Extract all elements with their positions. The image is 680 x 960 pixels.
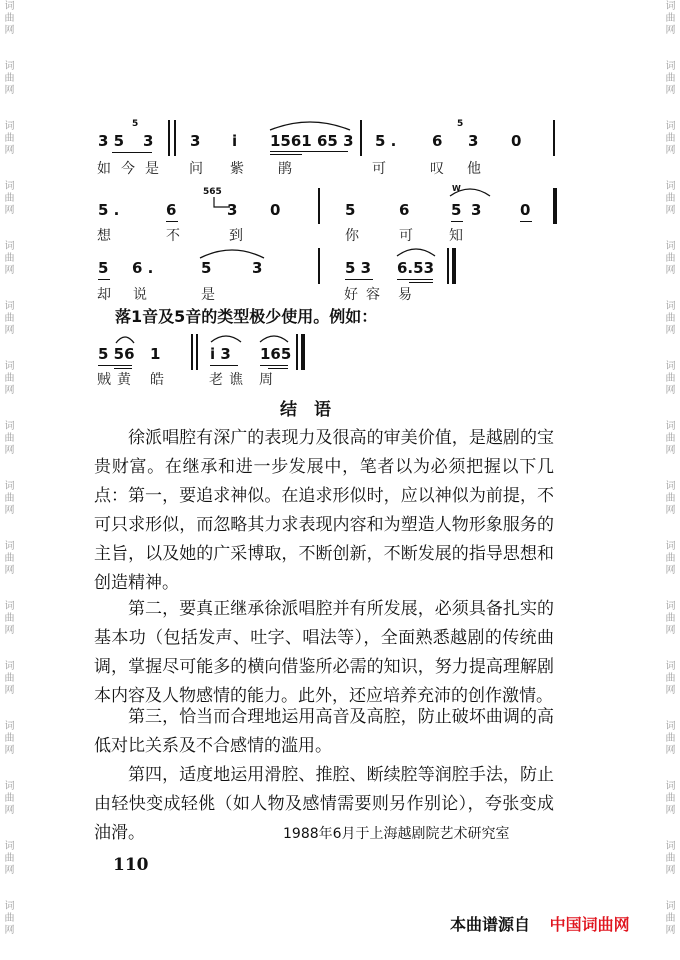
- note: 3: [252, 259, 263, 277]
- watermark-text: 词曲网: [663, 420, 674, 456]
- footer-source-label: 本曲谱源自: [450, 915, 531, 934]
- slur: [198, 246, 266, 260]
- underline: [409, 282, 433, 283]
- watermark-text: 词曲网: [663, 360, 674, 396]
- footer-credit: [450, 912, 630, 935]
- note: 3: [190, 132, 201, 150]
- note: 5 .: [98, 201, 120, 219]
- underline: [520, 221, 532, 222]
- note: 3: [468, 132, 479, 150]
- watermark-text: 词曲网: [2, 600, 13, 636]
- watermark-text: 词曲网: [663, 180, 674, 216]
- watermark-text: 词曲网: [663, 0, 674, 36]
- watermark-text: 词曲网: [2, 840, 13, 876]
- lyric: 可: [372, 161, 386, 177]
- note: 1: [150, 345, 161, 363]
- barline: [296, 334, 298, 370]
- note: 0: [520, 201, 531, 219]
- underline: [397, 279, 433, 280]
- underline: [98, 279, 110, 280]
- note: i: [232, 132, 238, 150]
- note: 5: [98, 259, 109, 277]
- note: 1561 65 3: [270, 132, 354, 150]
- lyric: 他: [467, 161, 481, 177]
- underline: [166, 221, 178, 222]
- underline: [270, 154, 302, 155]
- note: 5 .: [375, 132, 397, 150]
- note: i 3: [210, 345, 231, 363]
- note: 5 3: [345, 259, 372, 277]
- slur: [268, 118, 352, 132]
- lyric: 你: [345, 228, 359, 244]
- barline: [452, 248, 456, 284]
- lyric: 如今是: [97, 161, 169, 177]
- paragraph: 第一，要追求神似。在追求形似时，应以神似为前提，不可只求形似，而忽略其力求表现内容和为塑造人物形象服务的主旨，以及她的广采博取，不断创新，不断发展的指导思想和创造精神。: [94, 486, 554, 593]
- watermark-text: 词曲网: [663, 60, 674, 96]
- lyric: 想: [97, 228, 111, 244]
- barline: [168, 120, 170, 156]
- lyric: 到: [229, 228, 243, 244]
- note: 6.53: [397, 259, 435, 277]
- watermark-text: 词曲网: [2, 480, 13, 516]
- barline: [553, 188, 557, 224]
- lyric: 贼黄: [97, 372, 137, 388]
- watermark-text: 词曲网: [663, 300, 674, 336]
- watermark-text: 词曲网: [2, 660, 13, 696]
- note: 3: [471, 201, 482, 219]
- note: 0: [511, 132, 522, 150]
- note: 165: [260, 345, 292, 363]
- lyric: 老谯: [209, 372, 249, 388]
- watermark-text: 词曲网: [663, 900, 674, 936]
- underline: [112, 152, 152, 153]
- barline: [174, 120, 176, 156]
- barline: [301, 334, 305, 370]
- watermark-text: 词曲网: [2, 540, 13, 576]
- watermark-text: 词曲网: [663, 480, 674, 516]
- paragraph: 第三，恰当而合理地运用高音及高腔，防止破坏曲调的高低对比关系及不合感情的滥用。: [94, 707, 554, 756]
- score-caption: 落1音及5音的类型极少使用。例如：: [115, 307, 378, 326]
- slur: [448, 186, 492, 198]
- watermark-text: 词曲网: [2, 360, 13, 396]
- barline: [191, 334, 193, 370]
- watermark-text: 词曲网: [663, 840, 674, 876]
- lyric: 不: [166, 228, 180, 244]
- watermark-text: 词曲网: [2, 420, 13, 456]
- note: 3: [227, 201, 238, 219]
- barline: [447, 248, 449, 284]
- lyric: 叹: [430, 161, 444, 177]
- lyric: 知: [449, 228, 463, 244]
- lyric: 说: [133, 287, 147, 303]
- watermark-text: 词曲网: [663, 780, 674, 816]
- underline: [98, 365, 132, 366]
- note: 3 5: [98, 132, 125, 150]
- lyric: 紫: [230, 161, 244, 177]
- watermark-text: 词曲网: [2, 0, 13, 36]
- barline: [196, 334, 198, 370]
- underline: [260, 365, 288, 366]
- watermark-text: 词曲网: [663, 660, 674, 696]
- barline: [318, 188, 320, 224]
- lyric: 易: [398, 287, 412, 303]
- note: 6: [166, 201, 177, 219]
- signature-line: 1988年6月于上海越剧院艺术研究室: [283, 826, 510, 842]
- watermark-text: 词曲网: [663, 240, 674, 276]
- underline: [451, 221, 463, 222]
- ornament-mark: W: [452, 184, 461, 193]
- watermark-text: 词曲网: [2, 180, 13, 216]
- lyric: 却: [97, 287, 111, 303]
- lyric: 好容: [344, 287, 388, 303]
- note: 5: [201, 259, 212, 277]
- note: 5: [345, 201, 356, 219]
- paragraph: 徐派唱腔有深广的表现力及很高的审美价值，是越剧的宝贵财富。在继承和进一步发展中，笔者以为必须把握以下几点：: [94, 428, 554, 506]
- page-number: 110: [113, 855, 149, 875]
- barline: [318, 248, 320, 284]
- note: 6 .: [132, 259, 154, 277]
- grace-note: 565: [203, 187, 222, 197]
- watermark-text: 词曲网: [663, 540, 674, 576]
- slur: [258, 332, 290, 344]
- watermark-text: 词曲网: [2, 780, 13, 816]
- note: 3: [143, 132, 154, 150]
- watermark-text: 词曲网: [663, 120, 674, 156]
- slur: [114, 333, 136, 345]
- watermark-text: 词曲网: [2, 300, 13, 336]
- lyric: 鹃: [278, 161, 292, 177]
- note: 6: [432, 132, 443, 150]
- lyric: 问: [189, 161, 203, 177]
- note: 0: [270, 201, 281, 219]
- underline: [270, 151, 348, 152]
- slur: [209, 332, 243, 344]
- paragraph: 第二，要真正继承徐派唱腔并有所发展，必须具备扎实的基本功（包括发声、吐字、唱法等），全面熟悉越剧的传统曲调，掌握尽可能多的横向借鉴所必需的知识，努力提高理解剧本内容及人物感情的能力。此外，还应培养充沛的创作激情。: [94, 599, 554, 706]
- footer-brand-link[interactable]: 中国词曲网: [549, 915, 630, 934]
- note: 5 56: [98, 345, 135, 363]
- barline: [360, 120, 362, 156]
- grace-note: 5: [132, 119, 139, 129]
- barline: [553, 120, 555, 156]
- section-heading: 结 语: [280, 400, 331, 420]
- lyric: 皓: [150, 372, 164, 388]
- watermark-text: 词曲网: [2, 720, 13, 756]
- watermark-text: 词曲网: [2, 240, 13, 276]
- watermark-text: 词曲网: [2, 120, 13, 156]
- watermark-text: 词曲网: [2, 900, 13, 936]
- paragraph: 第四，适度地运用滑腔、推腔、断续腔等润腔手法，防止由轻快变成轻佻（如人物及感情需要则另作别论），夸张变成油滑。: [94, 765, 554, 843]
- lyric: 是: [201, 287, 215, 303]
- note: 6: [399, 201, 410, 219]
- slur: [395, 246, 437, 258]
- underline: [345, 279, 373, 280]
- lyric: 周: [259, 372, 273, 388]
- underline: [210, 365, 238, 366]
- watermark-text: 词曲网: [663, 600, 674, 636]
- watermark-text: 词曲网: [663, 720, 674, 756]
- note: 5: [451, 201, 462, 219]
- grace-note: 5: [457, 119, 464, 129]
- watermark-text: 词曲网: [2, 60, 13, 96]
- lyric: 可: [399, 228, 413, 244]
